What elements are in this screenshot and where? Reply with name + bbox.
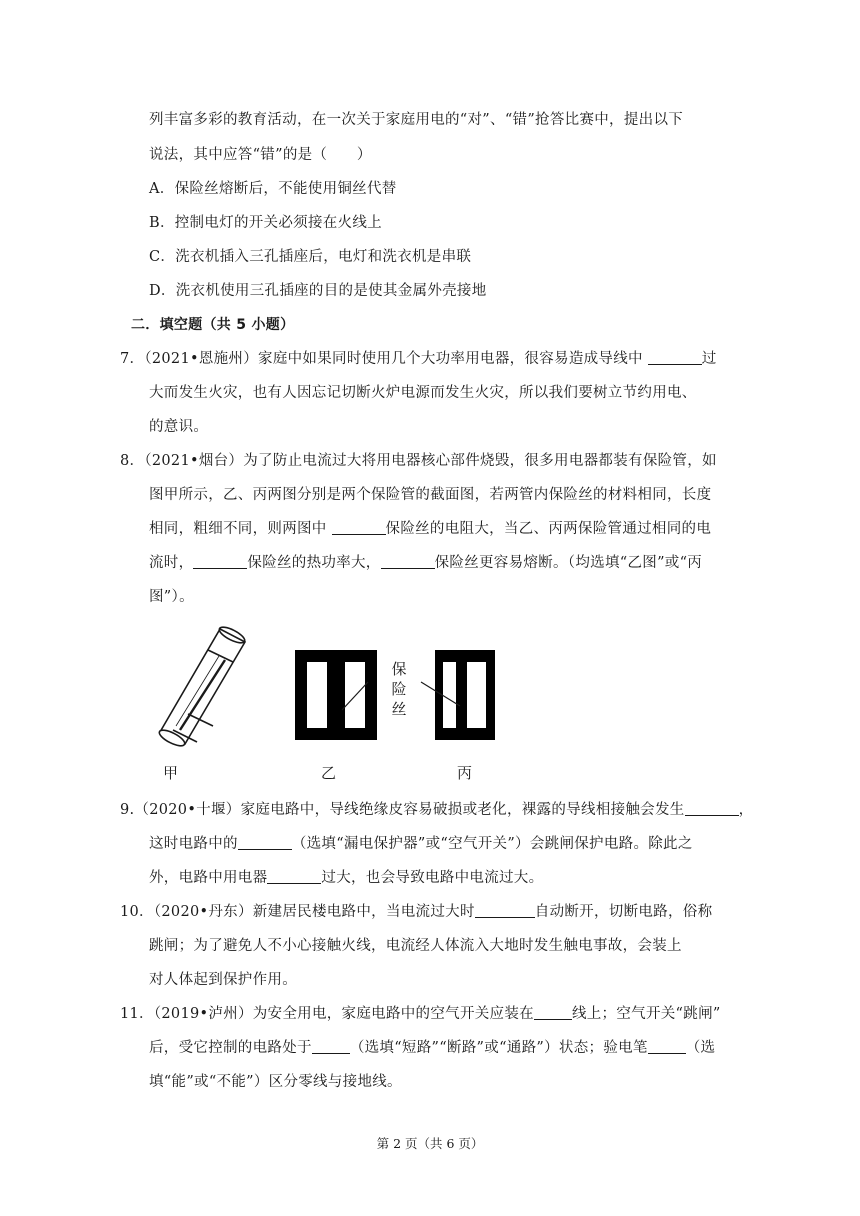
q7-line-2: 大而发生火灾，也有人因忘记切断火炉电源而发生火灾，所以我们要树立节约用电、 [149,385,697,401]
q8-text-3b: 保险丝的电阻大，当乙、丙两保险管通过相同的电 [385,521,712,537]
answer-blank [534,1005,572,1020]
figure-label-jia: 甲 [163,764,179,782]
q9-text-2a: 这时电路中的 [149,836,238,852]
answer-blank [475,903,535,918]
answer-blank [648,350,702,365]
q10-text-1a: 10．（2020•丹东）新建居民楼电路中，当电流过大时 [120,904,475,920]
fuse-wire-label-char-2: 险 [391,680,407,698]
q9-text-3b: 过大，也会导致电路中电流过大。 [321,870,544,886]
option-a: A．保险丝熔断后，不能使用铜丝代替 [149,181,397,197]
q8-text-4c: 保险丝更容易熔断。（均选填“乙图”或“丙 [434,555,703,571]
intro-line-2: 说法，其中应答“错”的是（ ） [149,147,372,163]
answer-blank [312,1039,350,1054]
q9-line-3 [149,868,543,888]
q9-text-1a: 9.（2020•十堰）家庭电路中，导线绝缘皮容易破损或老化，裸露的导线相接触会发生 [120,802,685,818]
q8-line-5: 图”）。 [149,589,194,605]
fuse-tube-drawing [157,624,246,749]
q8-line-1: 8．（2021•烟台）为了防止电流过大将用电器核心部件烧毁，很多用电器都装有保险管，如 [120,453,717,469]
q10-line-1 [120,902,712,922]
q10-line-3: 对人体起到保护作用。 [149,972,297,988]
option-b: B．控制电灯的开关必须接在火线上 [149,215,382,231]
q8-text-4a: 流时， [149,555,194,571]
q8-line-4 [149,553,702,573]
fuse-wire-label-char-1: 保 [391,660,407,678]
q10-text-1b: 自动断开，切断电路，俗称 [534,904,713,920]
answer-blank [332,520,386,535]
fuse-section-yi [295,650,377,740]
figure-label-bing: 丙 [457,764,473,782]
q11-line-2 [149,1038,715,1058]
fuse-diagram [145,614,505,789]
q11-line-3: 填“能”或“不能”）区分零线与接地线。 [149,1074,402,1090]
q8-line-3 [149,519,711,539]
q8-line-2: 图甲所示，乙、丙两图分别是两个保险管的截面图，若两管内保险丝的材料相同，长度 [149,487,712,503]
q11-text-1a: 11．（2019•泸州）为安全用电，家庭电路中的空气开关应装在 [120,1006,534,1022]
answer-blank [685,801,739,816]
fuse-wire-label-char-3: 丝 [391,700,407,718]
option-c: C．洗衣机插入三孔插座后，电灯和洗衣机是串联 [149,249,472,265]
answer-blank [267,869,321,884]
q11-text-2a: 后，受它控制的电路处于 [149,1040,312,1056]
q9-text-2b: （选填“漏电保护器”或“空气开关”）会跳闸保护电路。除此之 [291,836,693,852]
q7-text-1a: 7．（2021•恩施州）家庭中如果同时使用几个大功率用电器，很容易造成导线中 [120,351,648,367]
q11-text-1b: 线上；空气开关“跳闸” [571,1006,721,1022]
q7-line-1 [120,349,717,369]
q11-text-2b: （选填“短路”“断路”或“通路”）状态；验电笔 [349,1040,648,1056]
answer-blank [648,1039,686,1054]
q11-text-2c: （选 [685,1040,716,1056]
page-footer: 第 2 页（共 6 页） [376,1136,484,1151]
answer-blank [238,835,292,850]
q9-line-1 [120,800,753,820]
answer-blank [193,554,247,569]
q7-line-3: 的意识。 [149,419,209,435]
fuse-section-bing [435,650,495,740]
q11-line-1 [120,1004,721,1024]
q8-text-3a: 相同，粗细不同，则两图中 [149,521,332,537]
q10-line-2: 跳闸；为了避免人不小心接触火线，电流经人体流入大地时发生触电事故，会装上 [149,938,682,954]
section-heading: 二．填空题（共 5 小题） [131,317,295,333]
answer-blank [381,554,435,569]
q8-text-4b: 保险丝的热功率大， [247,555,381,571]
q7-text-1b: 过 [701,351,717,367]
intro-line-1: 列丰富多彩的教育活动，在一次关于家庭用电的“对”、“错”抢答比赛中，提出以下 [149,112,684,128]
option-d: D．洗衣机使用三孔插座的目的是使其金属外壳接地 [149,283,487,299]
figure-label-yi: 乙 [321,764,337,782]
q9-text-3a: 外，电路中用电器 [149,870,268,886]
q9-text-1b: ， [738,802,754,818]
q9-line-2 [149,834,693,854]
fuse-figure [145,614,505,789]
